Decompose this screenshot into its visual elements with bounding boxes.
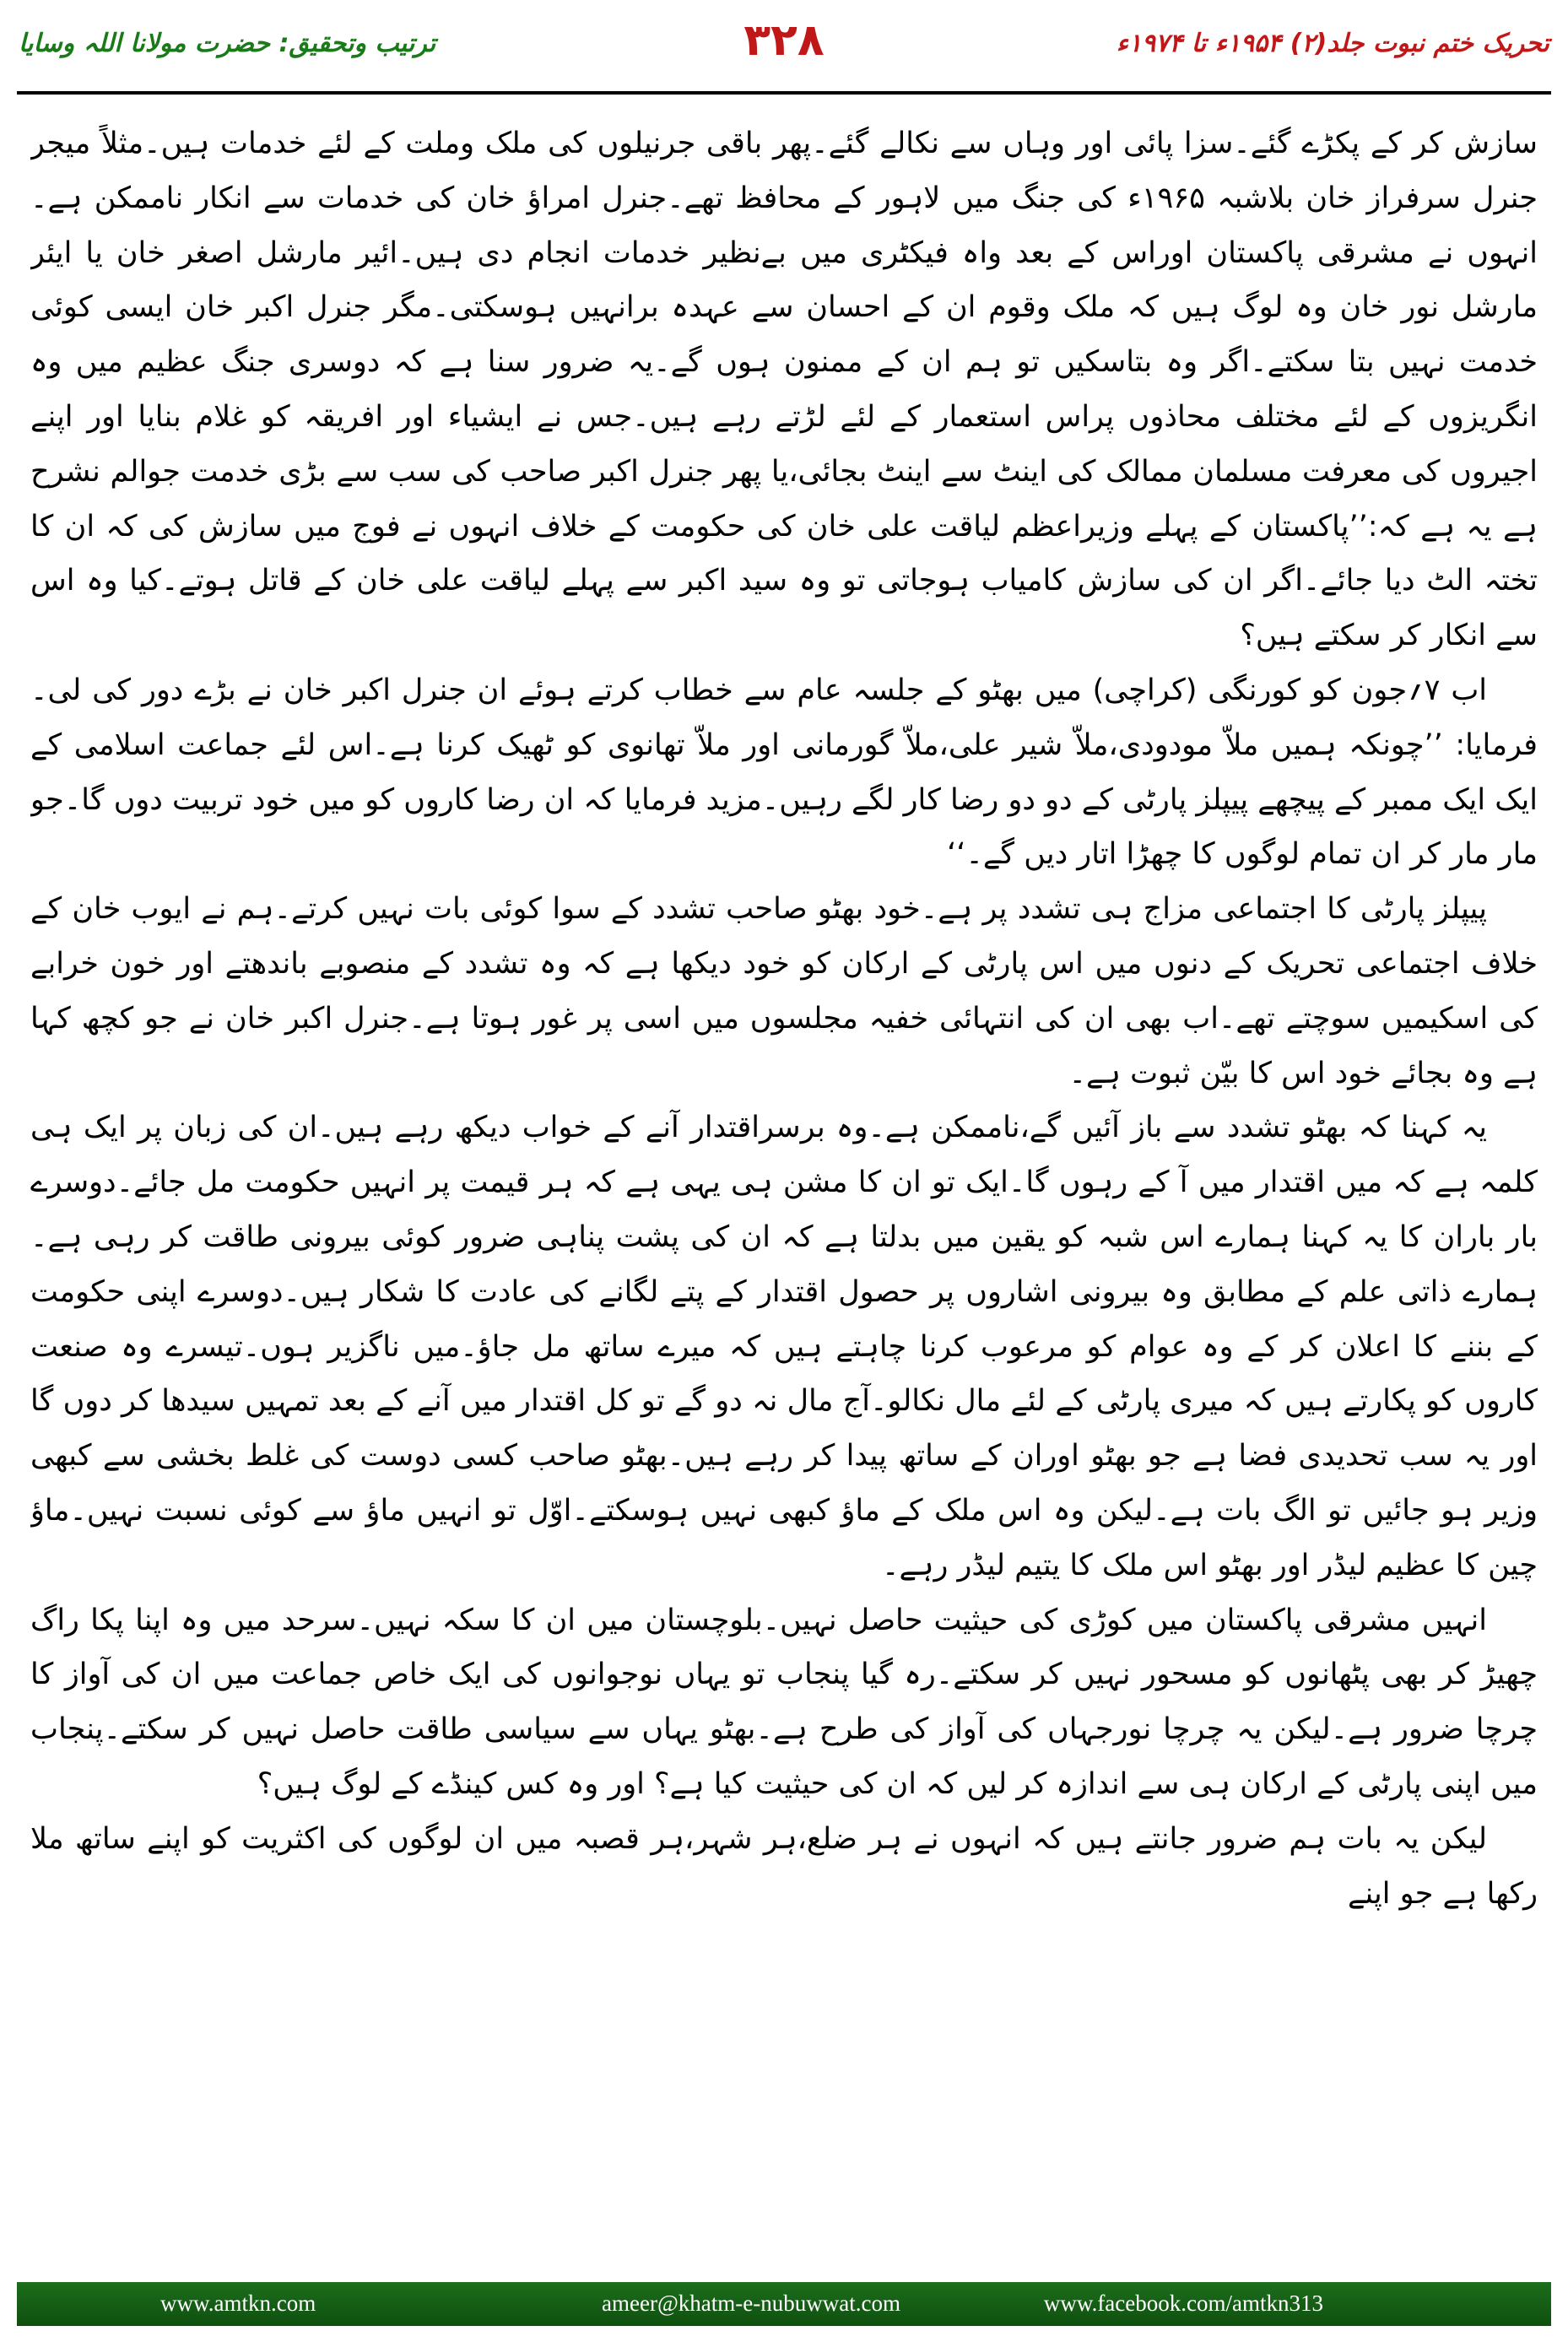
paragraph-4: یہ کہنا کہ بھٹو تشدد سے باز آئیں گے،ناممکن ہے۔وہ برسراقتدار آنے کے خواب دیکھ رہے ہیں۔ان کی زبان پر ایک ہی کلمہ ہے کہ میں اقتدار میں آ کے رہوں گا۔ایک تو ان کا مشن ہی یہی ہے کہ ہر قیمت پر انہیں حکومت مل جائے۔دوسرے بار باران کا یہ کہنا ہمارے اس شبہ کو یقین میں بدلتا ہے کہ ان کی پشت پناہی ضرور کوئی بیرونی طاقت کر رہی ہے۔ہمارے ذاتی علم کے مطابق وہ بیرونی اشاروں پر حصول اقتدار کے پتے لگانے کی عادت کا شکار ہیں۔دوسرے اپنی حکومت کے بننے کا اعلان کر کے وہ عوام کو مرعوب کرنا چاہتے ہیں کہ میرے ساتھ مل جاؤ۔میں ناگزیر ہوں۔تیسرے وہ صنعت کاروں کو پکارتے ہیں کہ میری پارٹی کے لئے مال نکالو۔آج مال نہ دو گے تو کل اقتدار میں آنے کے بعد تمہیں سیدھا کر دوں گا اور یہ سب تحدیدی فضا ہے جو بھٹو اوران کے ساتھ پیدا کر رہے ہیں۔بھٹو صاحب کسی دوست کی غلط بخشی سے کبھی وزیر ہو جائیں تو الگ بات ہے۔لیکن وہ اس ملک کے ماؤ کبھی نہیں ہوسکتے۔اوّل تو انہیں ماؤ سے کوئی نسبت نہیں۔ماؤ چین کا عظیم لیڈر اور بھٹو اس ملک کا یتیم لیڈر رہے۔ [30,1111,1538,1582]
compiler-credit: ترتیب وتحقیق: حضرت مولانا اللہ وسایا [19,29,436,58]
paragraph-3: پیپلز پارٹی کا اجتماعی مزاج ہی تشدد پر ہے۔خود بھٹو صاحب تشدد کے سوا کوئی بات نہیں کرتے۔ہم نے ایوب خان کے خلاف اجتماعی تحریک کے دنوں میں اس پارٹی کے ارکان کو خود دیکھا ہے کہ وہ تشدد کے منصوبے باندھتے اور خون خرابے کی اسکیمیں سوچتے تھے۔اب بھی ان کی انتہائی خفیہ مجلسوں میں اسی پر غور ہوتا ہے۔جنرل اکبر خان نے جو کچھ کہا ہے وہ بجائے خود اس کا بیّن ثبوت ہے۔ [30,892,1538,1090]
article-body [30,116,1538,2243]
website-link[interactable]: www.amtkn.com [160,2291,316,2316]
page-footer [0,2274,1568,2342]
page-number: ۳۲۸ [743,15,825,66]
paragraph-5: انہیں مشرقی پاکستان میں کوڑی کی حیثیت حاصل نہیں۔بلوچستان میں ان کا سکہ نہیں۔سرحد میں وہ اپنا پکا راگ چھیڑ کر بھی پٹھانوں کو مسحور نہیں کر سکتے۔رہ گیا پنجاب تو یہاں نوجوانوں کی ایک خاص جماعت میں ان کی آواز کا چرچا ضرور ہے۔لیکن یہ چرچا نورجہاں کی آواز کی طرح ہے۔بھٹو یہاں سے سیاسی طاقت حاصل نہیں کر سکتے۔پنجاب میں اپنی پارٹی کے ارکان ہی سے اندازہ کر لیں کہ ان کی حیثیت کیا ہے؟ اور وہ کس کینڈے کے لوگ ہیں؟ [30,1603,1538,1801]
facebook-link[interactable]: www.facebook.com/amtkn313 [1043,2291,1323,2316]
paragraph-1: سازش کر کے پکڑے گئے۔سزا پائی اور وہاں سے نکالے گئے۔پھر باقی جرنیلوں کی ملک وملت کے لئے خدمات ہیں۔مثلاً میجر جنرل سرفراز خان بلاشبہ ۱۹۶۵ء کی جنگ میں لاہور کے محافظ تھے۔جنرل امراؤ خان کی خدمات سے انکار ناممکن ہے۔انہوں نے مشرقی پاکستان اوراس کے بعد واہ فیکٹری میں بےنظیر خدمات انجام دی ہیں۔ائیر مارشل اصغر خان یا ایئر مارشل نور خان وہ لوگ ہیں کہ ملک وقوم ان کے احسان سے عہدہ برانہیں ہوسکتی۔مگر جنرل اکبر خان ایسی کوئی خدمت نہیں بتا سکتے۔اگر وہ بتاسکیں تو ہم ان کے ممنون ہوں گے۔یہ ضرور سنا ہے کہ دوسری جنگ عظیم میں وہ انگریزوں کے لئے مختلف محاذوں پراس استعمار کے لئے لڑتے رہے ہیں۔جس نے ایشیاء اور افریقہ کو غلام بنایا اور اپنے اجیروں کی معرفت مسلمان ممالک کی اینٹ سے اینٹ بجائی،یا پھر جنرل اکبر صاحب کی سب سے بڑی خدمت جوالم نشرح ہے یہ ہے کہ:’’پاکستان کے پہلے وزیراعظم لیاقت علی خان کی حکومت کے خلاف انہوں نے فوج میں سازش کی کہ ان کا تختہ الٹ دیا جائے۔اگر ان کی سازش کامیاب ہوجاتی تو وہ سید اکبر سے پہلے لیاقت علی خان کے قاتل ہوتے۔کیا وہ اس سے انکار کر سکتے ہیں؟ [30,127,1538,653]
paragraph-2: اب ۷؍جون کو کورنگی (کراچی) میں بھٹو کے جلسہ عام سے خطاب کرتے ہوئے ان جنرل اکبر خان نے بڑے دور کی لی۔فرمایا: ’’چونکہ ہمیں ملاّ مودودی،ملاّ شیر علی،ملاّ گورمانی اور ملاّ تھانوی کو ٹھیک کرنا ہے۔اس لئے جماعت اسلامی کے ایک ایک ممبر کے پیچھے پیپلز پارٹی کے دو دو رضا کار لگے رہیں۔مزید فرمایا کہ ان رضا کاروں کو میں خود تربیت دوں گا۔جو مار مار کر ان تمام لوگوں کا چھڑا اتار دیں گے۔‘‘ [30,673,1538,872]
paragraph-6: لیکن یہ بات ہم ضرور جانتے ہیں کہ انہوں نے ہر ضلع،ہر شہر،ہر قصبہ میں ان لوگوں کی اکثریت کو اپنے ساتھ ملا رکھا ہے جو اپنے [30,1821,1538,1911]
email-link[interactable]: ameer@khatm-e-nubuwwat.com [602,2291,900,2316]
book-title: تحریک ختم نبوت جلد(۲) ۱۹۵۴ء تا ۱۹۷۴ء [1116,29,1549,58]
header-divider [17,91,1551,95]
page-header [0,0,1568,93]
